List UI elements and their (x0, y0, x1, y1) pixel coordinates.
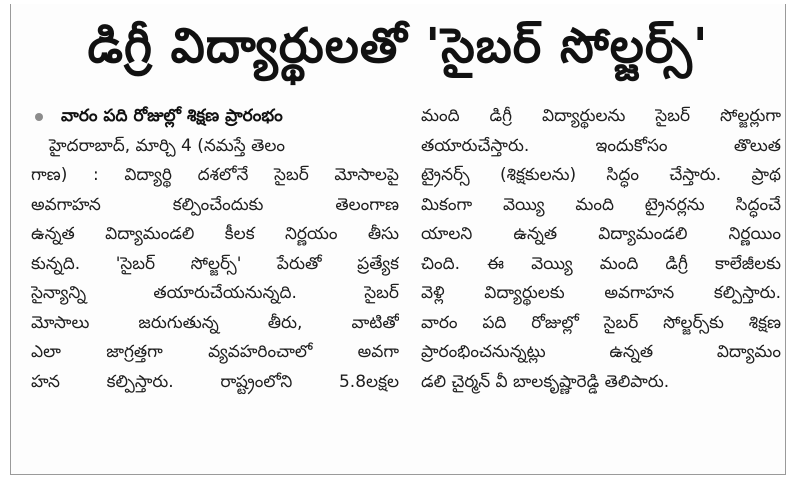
article-line: కున్నది. 'సైబర్ సోల్జర్స్' పేరుతో ప్రత్యేక (31, 253, 399, 274)
article-line: హైదరాబాద్, మార్చి 4 (నమస్తే తెలం (49, 135, 286, 156)
article-line: ట్రైనర్స్ (శిక్షకులను) సిద్ధం చేస్తారు. ప్రాథ (421, 165, 781, 185)
subheading (31, 102, 399, 132)
article-line: ఎలా జాగ్రత్తగా వ్యవహరించాలో అవగా (31, 342, 399, 362)
article-line: మోసాలు జరుగుతున్న తీరు, వాటితో (31, 312, 399, 333)
headline: డిగ్రీ విద్యార్థులతో 'సైబర్ సోల్జర్స్' (87, 18, 709, 74)
article-line: తయారుచేస్తారు. ఇందుకోసం తొలుత (421, 135, 781, 156)
article-line: అవగాహన కల్పించేందుకు తెలంగాణ (31, 194, 399, 215)
article-line: డలి చైర్మన్ వీ బాలకృష్ణారెడ్డి తెలిపారు. (421, 371, 670, 392)
article-line: యాలని ఉన్నత విద్యామండలి నిర్ణయిం (421, 224, 781, 244)
article-line: మికంగా వెయ్యి మంది ట్రైనర్లను సిద్ధంచే (421, 194, 781, 215)
article-line: హన కల్పిస్తారు. రాష్ట్రంలోని 5.8లక్షల (31, 371, 399, 392)
subheading-text: వారం పది రోజుల్లో శిక్షణ ప్రారంభం (61, 106, 283, 126)
right-column (421, 102, 781, 397)
article-line: ప్రారంభించనున్నట్లు ఉన్నత విద్యామం (421, 342, 781, 362)
article-line: గాణ) : విద్యార్థి దశలోనే సైబర్ మోసాలపై (31, 165, 399, 185)
bullet-icon (35, 113, 43, 121)
article-line: చింది. ఈ వెయ్యి మంది డిగ్రీ కాలేజీలకు (421, 253, 781, 274)
article-line: మంది డిగ్రీ విద్యార్థులను సైబర్ సోల్జర్లుగా (421, 106, 781, 126)
left-column (31, 102, 399, 397)
article-line: సైన్యాన్ని తయారుచేయనున్నది. సైబర్ (31, 283, 399, 303)
article-line: ఉన్నత విద్యామండలి కీలక నిర్ణయం తీసు (31, 224, 399, 244)
news-clipping (10, 4, 786, 475)
article-line: వెళ్లి విద్యార్థులకు అవగాహన కల్పిస్తారు. (421, 283, 781, 303)
article-line: వారం పది రోజుల్లో సైబర్ సోల్జర్స్‌కు శిక్షణ (421, 312, 781, 333)
